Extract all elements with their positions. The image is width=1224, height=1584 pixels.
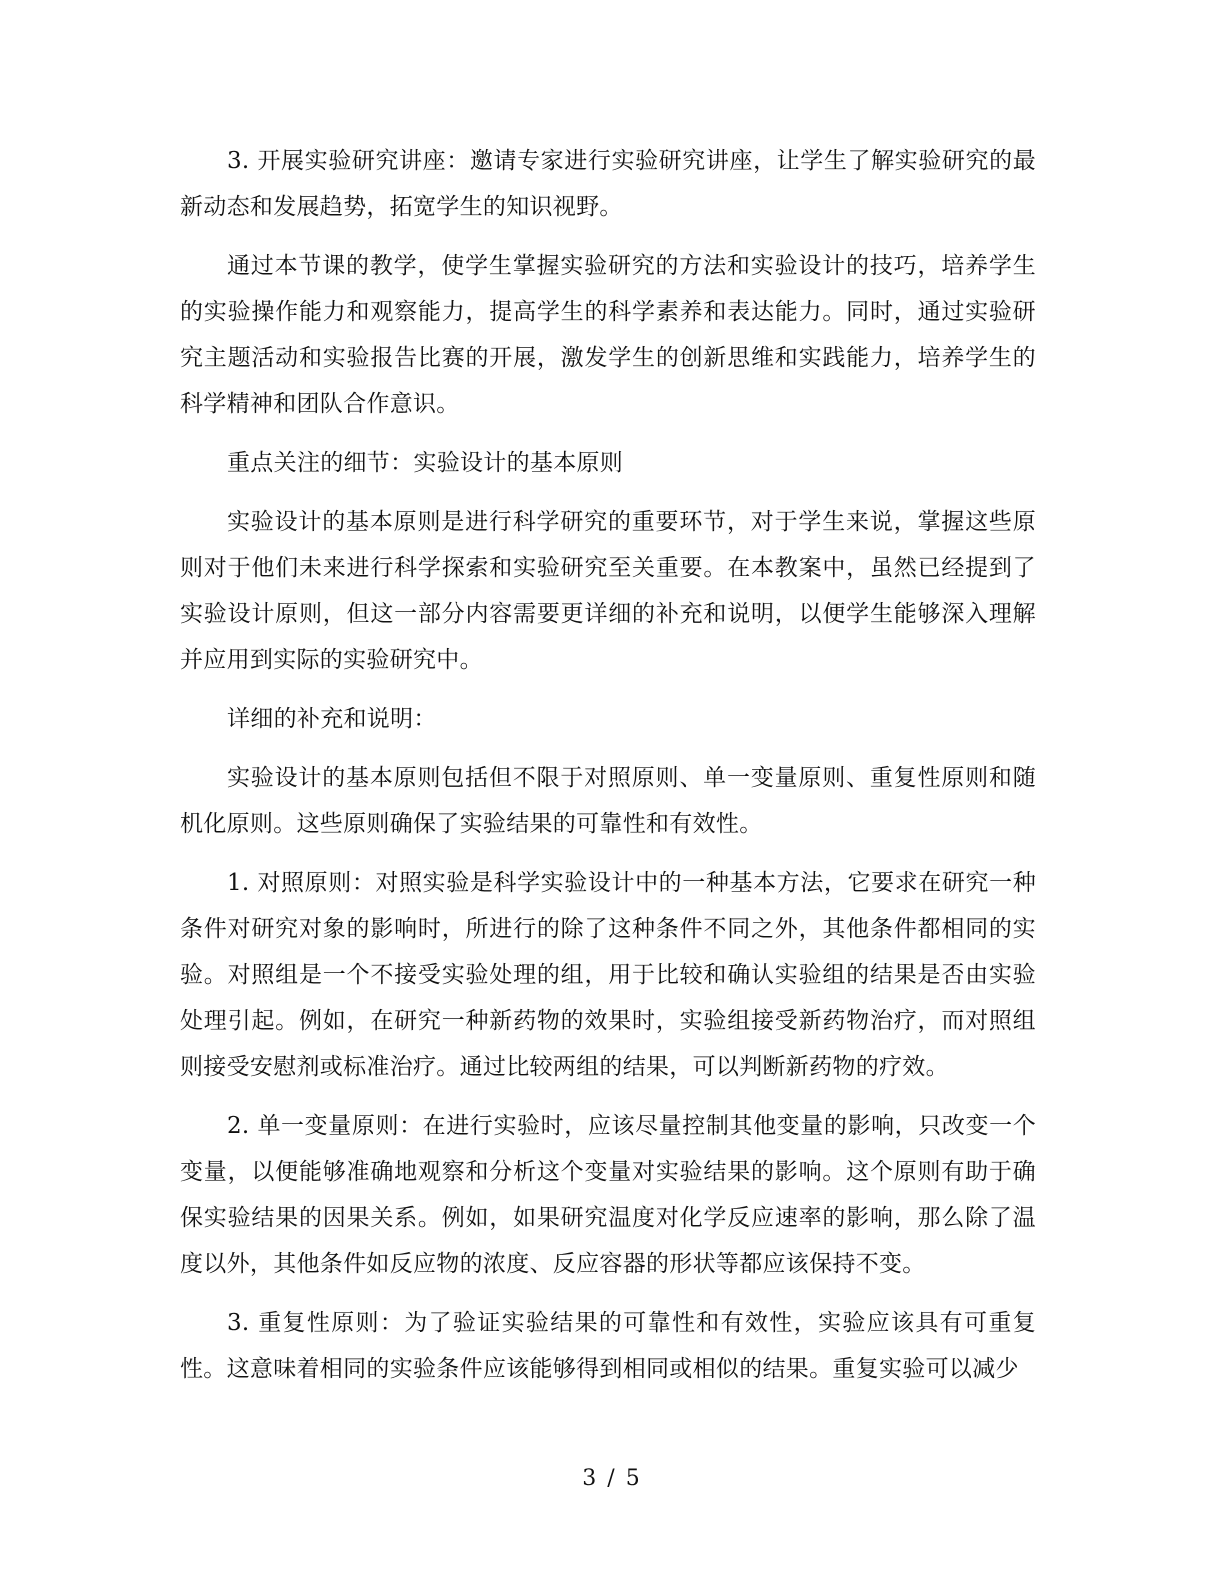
document-body bbox=[180, 138, 1036, 1405]
paragraph-single-variable-principle: 2. 单一变量原则：在进行实验时，应该尽量控制其他变量的影响，只改变一个变量，以便能够准确地观察和分析这个变量对实验结果的影响。这个原则有助于确保实验结果的因果关系。例如，如果研究温度对化学反应速率的影响，那么除了温度以外，其他条件如反应物的浓度、反应容器的形状等都应该保持不变。 bbox=[180, 1113, 1036, 1277]
paragraph-teaching-summary: 通过本节课的教学，使学生掌握实验研究的方法和实验设计的技巧，培养学生的实验操作能力和观察能力，提高学生的科学素养和表达能力。同时，通过实验研究主题活动和实验报告比赛的开展，激发学生的创新思维和实践能力，培养学生的科学精神和团队合作意识。 bbox=[180, 253, 1036, 417]
paragraph-lecture-activity: 3. 开展实验研究讲座：邀请专家进行实验研究讲座，让学生了解实验研究的最新动态和发展趋势，拓宽学生的知识视野。 bbox=[180, 148, 1036, 220]
paragraph-design-principles-intro: 实验设计的基本原则是进行科学研究的重要环节，对于学生来说，掌握这些原则对于他们未来进行科学探索和实验研究至关重要。在本教案中，虽然已经提到了实验设计原则，但这一部分内容需要更详细的补充和说明，以便学生能够深入理解并应用到实际的实验研究中。 bbox=[180, 509, 1036, 673]
paragraph-repeatability-principle: 3. 重复性原则：为了验证实验结果的可靠性和有效性，实验应该具有可重复性。这意味着相同的实验条件应该能够得到相同或相似的结果。重复实验可以减少 bbox=[180, 1310, 1036, 1382]
page-number: 3 / 5 bbox=[582, 1466, 642, 1491]
section-heading-focus-detail: 重点关注的细节：实验设计的基本原则 bbox=[227, 450, 624, 476]
paragraph-control-principle: 1. 对照原则：对照实验是科学实验设计中的一种基本方法，它要求在研究一种条件对研究对象的影响时，所进行的除了这种条件不同之外，其他条件都相同的实验。对照组是一个不接受实验处理的组，用于比较和确认实验组的结果是否由实验处理引起。例如，在研究一种新药物的效果时，实验组接受新药物治疗，而对照组则接受安慰剂或标准治疗。通过比较两组的结果，可以判断新药物的疗效。 bbox=[180, 870, 1036, 1080]
section-heading-supplement: 详细的补充和说明： bbox=[227, 706, 437, 732]
paragraph-principles-overview: 实验设计的基本原则包括但不限于对照原则、单一变量原则、重复性原则和随机化原则。这些原则确保了实验结果的可靠性和有效性。 bbox=[180, 765, 1036, 837]
